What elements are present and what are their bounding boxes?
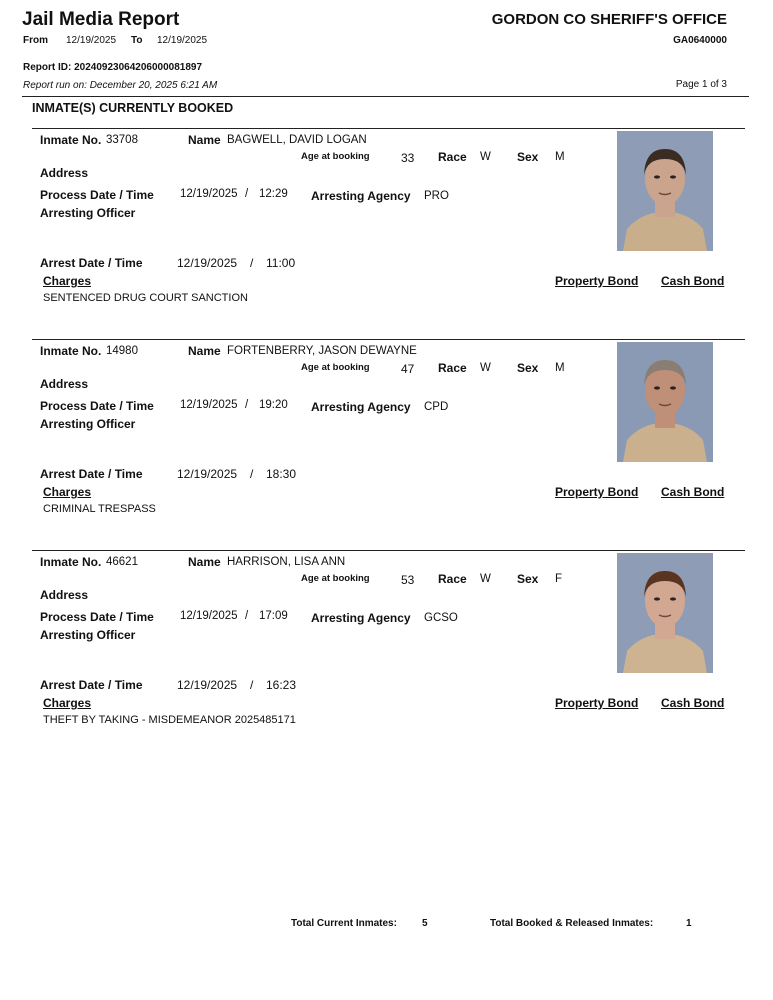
charge-text: THEFT BY TAKING - MISDEMEANOR 2025485171 bbox=[43, 714, 296, 726]
arresting-agency-value: CPD bbox=[424, 401, 449, 413]
race-value: W bbox=[480, 151, 491, 163]
arresting-agency-label: Arresting Agency bbox=[311, 400, 411, 414]
sex-label: Sex bbox=[517, 572, 539, 586]
arresting-agency-value: GCSO bbox=[424, 612, 458, 624]
arrest-sep: / bbox=[250, 678, 254, 692]
inmate-photo bbox=[617, 553, 713, 673]
arrest-sep: / bbox=[250, 256, 254, 270]
arrest-sep: / bbox=[250, 467, 254, 481]
arresting-officer-label: Arresting Officer bbox=[40, 417, 136, 431]
name-label: Name bbox=[188, 344, 221, 358]
report-id: Report ID: 20240923064206000081897 bbox=[23, 62, 203, 73]
arresting-officer-label: Arresting Officer bbox=[40, 628, 136, 642]
address-label: Address bbox=[40, 377, 89, 391]
process-time: 17:09 bbox=[259, 610, 288, 622]
race-value: W bbox=[480, 573, 491, 585]
race-label: Race bbox=[438, 361, 467, 375]
cash-bond-label: Cash Bond bbox=[661, 485, 725, 499]
charges-label: Charges bbox=[43, 696, 92, 710]
inmate-name: FORTENBERRY, JASON DEWAYNE bbox=[227, 345, 417, 357]
inmate-number: 46621 bbox=[106, 556, 138, 568]
inmate-record-1 bbox=[0, 128, 773, 333]
age-label: Age at booking bbox=[301, 151, 370, 162]
process-time: 19:20 bbox=[259, 399, 288, 411]
arrest-dt-label: Arrest Date / Time bbox=[40, 256, 143, 270]
race-value: W bbox=[480, 362, 491, 374]
inmate-photo bbox=[617, 131, 713, 251]
process-sep: / bbox=[245, 610, 249, 622]
cash-bond-label: Cash Bond bbox=[661, 696, 725, 710]
name-label: Name bbox=[188, 133, 221, 147]
record-divider bbox=[32, 550, 745, 551]
record-divider bbox=[32, 339, 745, 340]
address-label: Address bbox=[40, 588, 89, 602]
arresting-agency-label: Arresting Agency bbox=[311, 611, 411, 625]
to-date: 12/19/2025 bbox=[157, 35, 208, 46]
agency-code: GA0640000 bbox=[673, 35, 727, 46]
age-value: 53 bbox=[401, 573, 415, 587]
arrest-date: 12/19/2025 bbox=[177, 256, 238, 270]
age-value: 33 bbox=[401, 151, 415, 165]
process-date: 12/19/2025 bbox=[180, 399, 238, 411]
process-dt-label: Process Date / Time bbox=[40, 610, 154, 624]
arrest-date: 12/19/2025 bbox=[177, 678, 238, 692]
age-label: Age at booking bbox=[301, 573, 370, 584]
arrest-date: 12/19/2025 bbox=[177, 467, 238, 481]
arrest-dt-label: Arrest Date / Time bbox=[40, 467, 143, 481]
charge-text: CRIMINAL TRESPASS bbox=[43, 503, 156, 515]
report-title: Jail Media Report bbox=[22, 9, 180, 30]
charges-label: Charges bbox=[43, 485, 92, 499]
report-run-date: Report run on: December 20, 2025 6:21 AM bbox=[23, 80, 218, 91]
sex-value: F bbox=[555, 573, 563, 585]
sex-label: Sex bbox=[517, 150, 539, 164]
property-bond-label: Property Bond bbox=[555, 696, 639, 710]
inmate-record-2 bbox=[0, 339, 773, 544]
total-released-value: 1 bbox=[686, 918, 692, 929]
sheriff-office-name: GORDON CO SHERIFF'S OFFICE bbox=[491, 11, 727, 28]
arrest-time: 11:00 bbox=[266, 256, 296, 270]
arresting-officer-label: Arresting Officer bbox=[40, 206, 136, 220]
inmate-name: BAGWELL, DAVID LOGAN bbox=[227, 134, 367, 146]
total-current-label: Total Current Inmates: bbox=[291, 918, 397, 929]
age-label: Age at booking bbox=[301, 362, 370, 373]
arresting-agency-label: Arresting Agency bbox=[311, 189, 411, 203]
process-date: 12/19/2025 bbox=[180, 610, 238, 622]
inmate-name: HARRISON, LISA ANN bbox=[227, 556, 346, 568]
age-value: 47 bbox=[401, 362, 415, 376]
record-divider bbox=[32, 128, 745, 129]
process-dt-label: Process Date / Time bbox=[40, 188, 154, 202]
inmate-number: 14980 bbox=[106, 345, 138, 357]
charges-label: Charges bbox=[43, 274, 92, 288]
name-label: Name bbox=[188, 555, 221, 569]
header-divider bbox=[22, 96, 749, 97]
from-date: 12/19/2025 bbox=[66, 35, 117, 46]
charge-text: SENTENCED DRUG COURT SANCTION bbox=[43, 292, 248, 304]
process-dt-label: Process Date / Time bbox=[40, 399, 154, 413]
property-bond-label: Property Bond bbox=[555, 274, 639, 288]
address-label: Address bbox=[40, 166, 89, 180]
sex-value: M bbox=[555, 362, 565, 374]
inmate-record-3 bbox=[0, 550, 773, 755]
inmate-number: 33708 bbox=[106, 134, 138, 146]
process-sep: / bbox=[245, 399, 249, 411]
to-label: To bbox=[131, 35, 143, 46]
arrest-time: 16:23 bbox=[266, 678, 297, 692]
process-date: 12/19/2025 bbox=[180, 188, 238, 200]
race-label: Race bbox=[438, 572, 467, 586]
race-label: Race bbox=[438, 150, 467, 164]
total-current-value: 5 bbox=[422, 918, 428, 929]
sex-label: Sex bbox=[517, 361, 539, 375]
inmate-no-label: Inmate No. bbox=[40, 133, 102, 147]
process-time: 12:29 bbox=[259, 188, 288, 200]
section-title: INMATE(S) CURRENTLY BOOKED bbox=[32, 101, 234, 115]
inmate-photo bbox=[617, 342, 713, 462]
arrest-time: 18:30 bbox=[266, 467, 297, 481]
inmate-no-label: Inmate No. bbox=[40, 344, 102, 358]
cash-bond-label: Cash Bond bbox=[661, 274, 725, 288]
arresting-agency-value: PRO bbox=[424, 190, 449, 202]
total-released-label: Total Booked & Released Inmates: bbox=[490, 918, 654, 929]
inmate-no-label: Inmate No. bbox=[40, 555, 102, 569]
arrest-dt-label: Arrest Date / Time bbox=[40, 678, 143, 692]
sex-value: M bbox=[555, 151, 565, 163]
from-label: From bbox=[23, 35, 48, 46]
process-sep: / bbox=[245, 188, 249, 200]
page-number: Page 1 of 3 bbox=[675, 79, 727, 90]
property-bond-label: Property Bond bbox=[555, 485, 639, 499]
